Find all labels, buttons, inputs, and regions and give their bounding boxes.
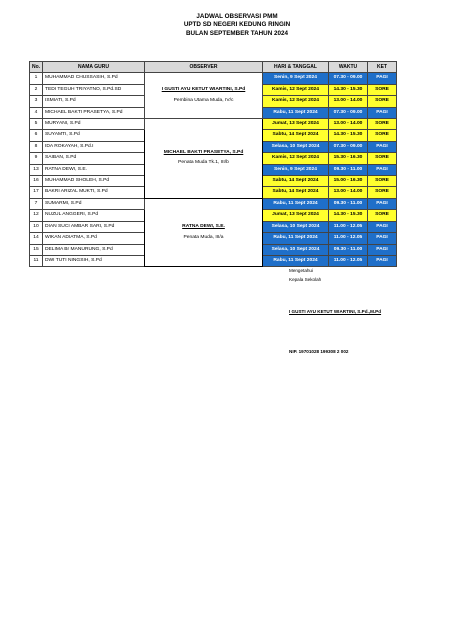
row-number: 12: [30, 210, 43, 221]
teacher-name: ISMIATI, S.Pd: [43, 96, 145, 107]
observer-name: I GUSTI AYU KETUT WIARTINI, S.Pd: [161, 87, 246, 93]
row-number: 5: [30, 119, 43, 130]
schedule-time: 14.30 - 15.30: [329, 210, 368, 221]
teacher-name: MICHAEL BAKTI PRASETYA, S.Pd: [43, 107, 145, 118]
schedule-date: Selasa, 10 Sept 2024: [263, 221, 329, 232]
table-row: [30, 198, 397, 209]
schedule-session: SORE: [368, 187, 397, 198]
row-number: 4: [30, 107, 43, 118]
schedule-time: 13.00 - 14.00: [329, 96, 368, 107]
schedule-time: 13.00 - 14.00: [329, 119, 368, 130]
header-nama-guru: NAMA GURU: [43, 62, 145, 73]
schedule-session: SORE: [368, 96, 397, 107]
schedule-date: Kamis, 12 Sept 2024: [263, 84, 329, 95]
schedule-date: Senin, 9 Sept 2024: [263, 164, 329, 175]
header-observer: OBSERVER: [145, 62, 263, 73]
schedule-time: 07.30 - 09.00: [329, 107, 368, 118]
observer-name: MICHAEL BAKTI PRASETYA, S.Pd: [163, 150, 244, 156]
schedule-time: 15.00 - 16.30: [329, 176, 368, 187]
schedule-session: PAGI: [368, 233, 397, 244]
header-no: No.: [30, 62, 43, 73]
schedule-body: [30, 73, 397, 267]
teacher-name: DELIMA Br MANURUNG, S.Pd: [43, 244, 145, 255]
row-number: 1: [30, 73, 43, 84]
schedule-date: Kamis, 12 Sept 2024: [263, 153, 329, 164]
schedule-session: SORE: [368, 153, 397, 164]
row-number: 3: [30, 96, 43, 107]
observer-cell: [145, 73, 263, 119]
schedule-time: 15.30 - 16.30: [329, 153, 368, 164]
row-number: 15: [30, 244, 43, 255]
row-number: 16: [30, 176, 43, 187]
teacher-name: IDA ROKAYAH, S.Pd.I: [43, 141, 145, 152]
schedule-date: Kamis, 12 Sept 2024: [263, 96, 329, 107]
schedule-session: PAGI: [368, 255, 397, 266]
row-number: 8: [30, 141, 43, 152]
teacher-name: BAKRI ARIZAL MUKTI, S.Pd: [43, 187, 145, 198]
teacher-name: RATNA DEWI, S.E.: [43, 164, 145, 175]
header-waktu: WAKTU: [329, 62, 368, 73]
schedule-date: Sabtu, 14 Sept 2024: [263, 187, 329, 198]
schedule-date: Rabu, 11 Sept 2024: [263, 255, 329, 266]
signature-nip: NIP. 19701028 199308 2 002: [289, 349, 349, 354]
schedule-session: SORE: [368, 119, 397, 130]
schedule-time: 11.00 - 12.05: [329, 221, 368, 232]
schedule-session: SORE: [368, 176, 397, 187]
observer-cell: [145, 198, 263, 266]
schedule-time: 11.00 - 12.05: [329, 255, 368, 266]
teacher-name: TEDI TEGUH TRIYATNO, S.Pd.SD: [43, 84, 145, 95]
schedule-time: 07.30 - 09.00: [329, 141, 368, 152]
table-row: [30, 119, 397, 130]
schedule-session: SORE: [368, 210, 397, 221]
header-ket: KET: [368, 62, 397, 73]
schedule-session: PAGI: [368, 221, 397, 232]
schedule-time: 07.30 - 09.00: [329, 73, 368, 84]
teacher-name: MURYANI, S.Pd: [43, 119, 145, 130]
schedule-session: SORE: [368, 130, 397, 141]
row-number: 13: [30, 164, 43, 175]
teacher-name: NUZUL ANGGERI, S.Pd: [43, 210, 145, 221]
schedule-date: Rabu, 11 Sept 2024: [263, 198, 329, 209]
teacher-name: SAIBAN, S.Pd: [43, 153, 145, 164]
observer-name: RATNA DEWI, S.E.: [182, 224, 225, 230]
teacher-name: MUHAMMAD SHOLEH, S.Pd: [43, 176, 145, 187]
schedule-session: PAGI: [368, 73, 397, 84]
row-number: 14: [30, 233, 43, 244]
schedule-session: SORE: [368, 84, 397, 95]
title-line-1: JADWAL OBSERVASI PMM: [196, 13, 278, 20]
table-row: [30, 73, 397, 84]
row-number: 7: [30, 198, 43, 209]
schedule-table: [29, 61, 397, 267]
schedule-session: PAGI: [368, 141, 397, 152]
row-number: 10: [30, 221, 43, 232]
schedule-date: Senin, 9 Sept 2024: [263, 73, 329, 84]
schedule-time: 09.30 - 11.00: [329, 164, 368, 175]
row-number: 2: [30, 84, 43, 95]
schedule-date: Sabtu, 14 Sept 2024: [263, 130, 329, 141]
observer-rank: Penata Muda Tk.1, III/b: [178, 160, 229, 166]
schedule-date: Selasa, 10 Sept 2024: [263, 141, 329, 152]
signature-mengetahui: Mengetahui: [289, 268, 314, 273]
schedule-time: 11.00 - 12.05: [329, 233, 368, 244]
schedule-time: 14.30 - 15.30: [329, 130, 368, 141]
schedule-session: PAGI: [368, 244, 397, 255]
teacher-name: MUHAMMAD CHUSSASIH, S.Pd: [43, 73, 145, 84]
schedule-time: 09.30 - 11.00: [329, 198, 368, 209]
schedule-date: Rabu, 11 Sept 2024: [263, 233, 329, 244]
observer-rank: Penata Muda, III/a: [183, 234, 224, 240]
schedule-time: 13.00 - 14.00: [329, 187, 368, 198]
schedule-date: Rabu, 11 Sept 2024: [263, 107, 329, 118]
schedule-session: PAGI: [368, 198, 397, 209]
teacher-name: WIKAN ADIATMA, S.Pd: [43, 233, 145, 244]
observer-rank: Pembina Utama Muda, IV/c: [173, 97, 234, 103]
schedule-session: PAGI: [368, 107, 397, 118]
teacher-name: SUYAMTI, S.Pd: [43, 130, 145, 141]
table-header-row: [30, 62, 397, 73]
header-hari-tanggal: HARI & TANGGAL: [263, 62, 329, 73]
row-number: 6: [30, 130, 43, 141]
row-number: 17: [30, 187, 43, 198]
teacher-name: SUMARMI, S.Pd: [43, 198, 145, 209]
signature-nama: I GUSTI AYU KETUT WIARTINI, S.Pd.,M.Pd: [289, 309, 382, 314]
signature-jabatan: Kepala Sekolah: [289, 277, 322, 282]
teacher-name: DIAN SUCI AMBAR SARI, S.Pd: [43, 221, 145, 232]
teacher-name: DWI TUTI NINGSIH, S.Pd: [43, 255, 145, 266]
schedule-time: 14.30 - 15.30: [329, 84, 368, 95]
title-line-3: BULAN SEPTEMBER TAHUN 2024: [185, 29, 289, 37]
schedule-date: Jumat, 13 Sept 2024: [263, 119, 329, 130]
schedule-date: Selasa, 10 Sept 2024: [263, 244, 329, 255]
schedule-time: 09.30 - 11.00: [329, 244, 368, 255]
schedule-date: Jumat, 13 Sept 2024: [263, 210, 329, 221]
row-number: 11: [30, 255, 43, 266]
schedule-session: PAGI: [368, 164, 397, 175]
observer-cell: [145, 119, 263, 199]
title-line-2: UPTD SD NEGERI KEDUNG RINGIN: [183, 21, 291, 29]
document-title: [0, 13, 474, 38]
row-number: 9: [30, 153, 43, 164]
schedule-date: Sabtu, 14 Sept 2024: [263, 176, 329, 187]
